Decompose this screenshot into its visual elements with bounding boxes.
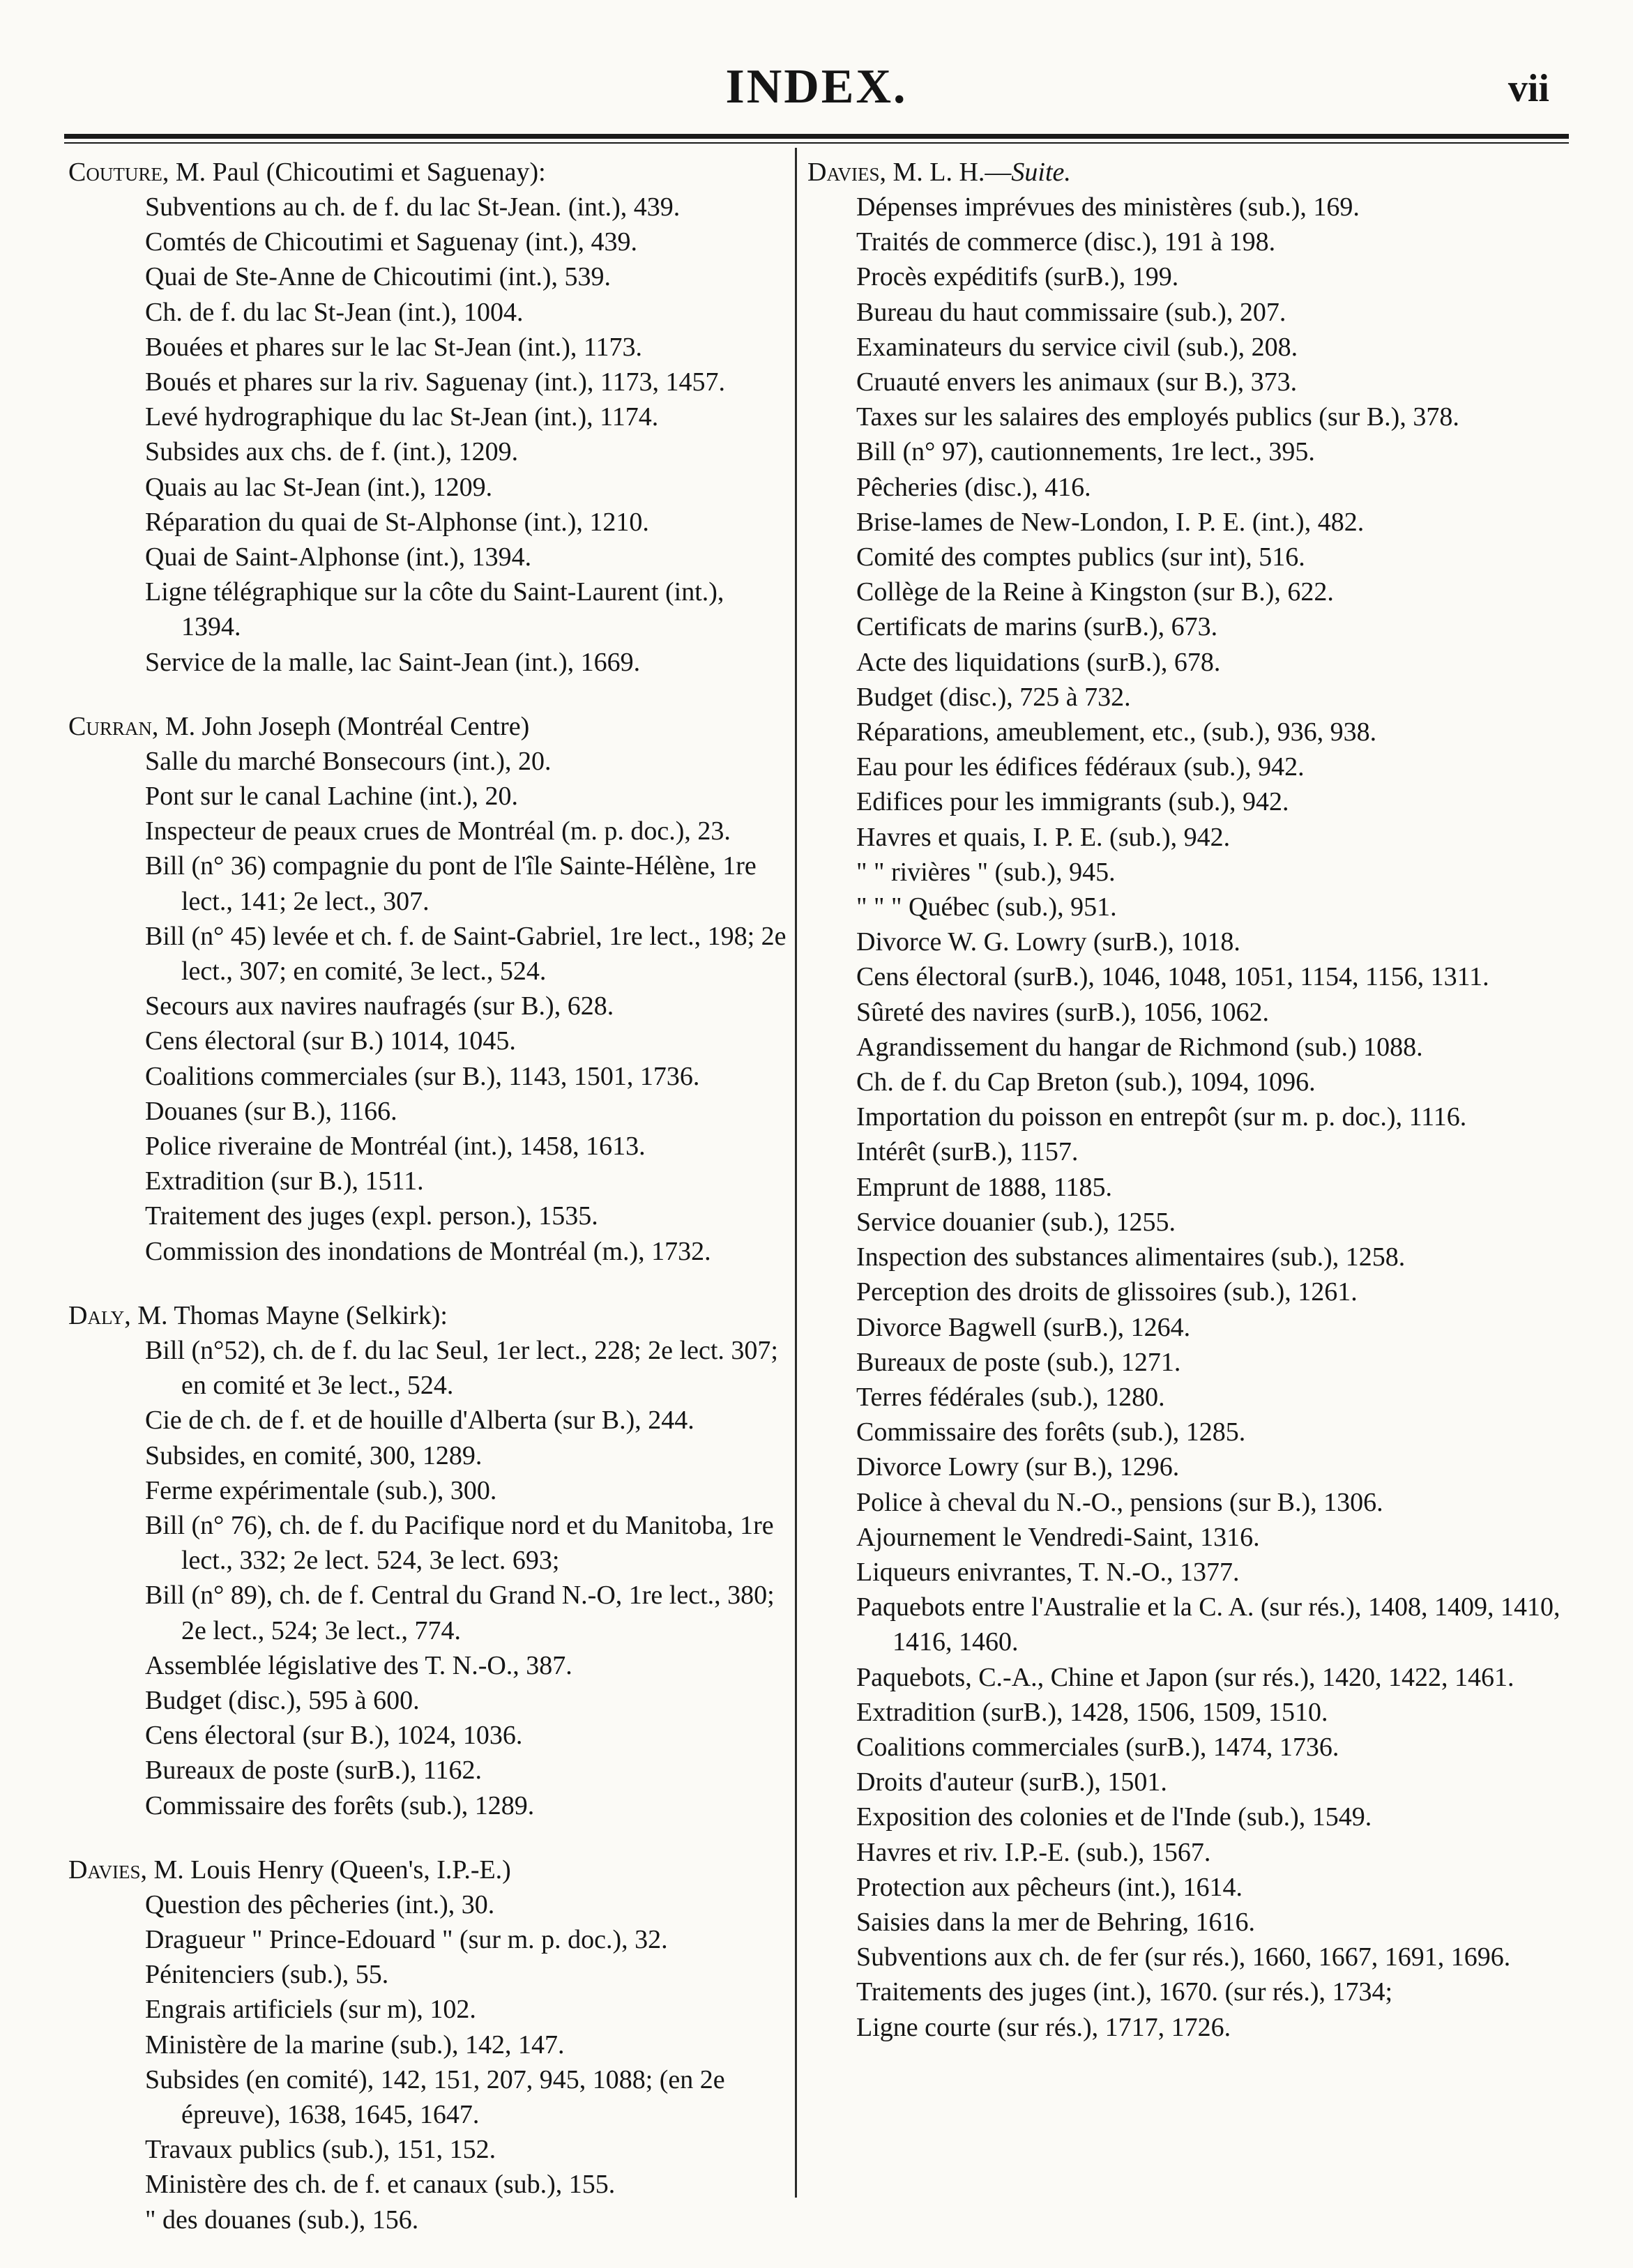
index-subentry: Ch. de f. du lac St-Jean (int.), 1004. bbox=[145, 297, 524, 327]
index-subentry: Cens électoral (sur B.), 1024, 1036. bbox=[145, 1721, 523, 1751]
index-subentry: Extradition (sur B.), 1511. bbox=[145, 1166, 424, 1196]
index-subentry: Ministère des ch. de f. et canaux (sub.), 155. bbox=[145, 2170, 616, 2200]
index-subentry: Assemblée législative des T. N.-O., 387. bbox=[145, 1650, 572, 1680]
index-subentry: Service de la malle, lac Saint-Jean (int.), 1669. bbox=[145, 647, 641, 677]
entry-heading bbox=[68, 155, 787, 190]
index-subentry: Saisies dans la mer de Behring, 1616. bbox=[856, 1907, 1256, 1937]
index-subentry: Dépenses imprévues des ministères (sub.), 169. bbox=[856, 192, 1360, 222]
index-subentry: Liqueurs enivrantes, T. N.-O., 1377. bbox=[856, 1557, 1240, 1587]
index-entry bbox=[68, 1298, 787, 1823]
entry-heading bbox=[68, 1298, 787, 1333]
entry-continuation: Suite. bbox=[1011, 158, 1071, 187]
index-subentry: Sûreté des navires (surB.), 1056, 1062. bbox=[856, 997, 1270, 1027]
page-title: INDEX. bbox=[725, 60, 908, 114]
entry-surname: Curran bbox=[68, 711, 152, 741]
entry-heading bbox=[68, 1852, 787, 1887]
index-subentry: Ch. de f. du Cap Breton (sub.), 1094, 1096. bbox=[856, 1067, 1316, 1097]
index-subentry: Perception des droits de glissoires (sub.), 1261. bbox=[856, 1277, 1358, 1307]
index-subentry: Inspecteur de peaux crues de Montréal (m. p. doc.), 23. bbox=[145, 816, 731, 846]
index-subentry: Ajournement le Vendredi-Saint, 1316. bbox=[856, 1522, 1260, 1552]
index-subentry: Acte des liquidations (surB.), 678. bbox=[856, 647, 1221, 677]
index-subentry: Extradition (surB.), 1428, 1506, 1509, 1510. bbox=[856, 1697, 1328, 1727]
index-subentry: Budget (disc.), 725 à 732. bbox=[856, 682, 1131, 712]
index-subentry: Cie de ch. de f. et de houille d'Alberta (sur B.), 244. bbox=[145, 1406, 694, 1436]
index-subentry: Examinateurs du service civil (sub.), 208. bbox=[856, 332, 1298, 362]
index-subentry: Quai de Saint-Alphonse (int.), 1394. bbox=[145, 542, 532, 572]
index-subentry: Traitements des juges (int.), 1670. (sur rés.), 1734; bbox=[856, 1977, 1393, 2007]
index-entry bbox=[807, 155, 1567, 2045]
entry-surname: Davies bbox=[68, 1855, 141, 1885]
index-subentry: Budget (disc.), 595 à 600. bbox=[145, 1685, 420, 1715]
index-subentry: Bureaux de poste (surB.), 1162. bbox=[145, 1756, 482, 1786]
index-subentry: " " " Québec (sub.), 951. bbox=[856, 892, 1117, 922]
index-entry bbox=[68, 1852, 787, 2237]
page-number: vii bbox=[1507, 67, 1549, 110]
index-subentry: Cens électoral (sur B.) 1014, 1045. bbox=[145, 1026, 516, 1056]
index-subentry: Bill (n°52), ch. de f. du lac Seul, 1er lect., 228; 2e lect. 307; en comité et 3e lect., 524. bbox=[145, 1335, 778, 1401]
index-subentry: Intérêt (surB.), 1157. bbox=[856, 1137, 1079, 1167]
index-subentry: Pêcheries (disc.), 416. bbox=[856, 472, 1091, 502]
index-subentry: Importation du poisson en entrepôt (sur m. p. doc.), 1116. bbox=[856, 1102, 1467, 1132]
index-subentry: Eau pour les édifices fédéraux (sub.), 942. bbox=[856, 752, 1305, 782]
index-subentry: Edifices pour les immigrants (sub.), 942. bbox=[856, 787, 1289, 817]
index-subentry: Havres et riv. I.P.-E. (sub.), 1567. bbox=[856, 1837, 1211, 1867]
index-subentry: Levé hydrographique du lac St-Jean (int.), 1174. bbox=[145, 402, 659, 432]
index-subentry: Certificats de marins (surB.), 673. bbox=[856, 612, 1218, 642]
index-subentry: Douanes (sur B.), 1166. bbox=[145, 1096, 397, 1126]
index-subentry: Traitement des juges (expl. person.), 1535. bbox=[145, 1201, 598, 1231]
entry-name-rest: , M. L. H.— bbox=[879, 158, 1012, 187]
index-subentry: Secours aux navires naufragés (sur B.), 628. bbox=[145, 991, 614, 1021]
index-entry bbox=[68, 155, 787, 680]
index-entry bbox=[68, 709, 787, 1269]
index-subentry: Service douanier (sub.), 1255. bbox=[856, 1207, 1176, 1237]
index-subentry: Pont sur le canal Lachine (int.), 20. bbox=[145, 782, 519, 812]
index-subentry: Coalitions commerciales (sur B.), 1143, 1501, 1736. bbox=[145, 1061, 700, 1091]
index-subentry: Police à cheval du N.-O., pensions (sur B.), 1306. bbox=[856, 1487, 1383, 1517]
index-subentry: Ligne courte (sur rés.), 1717, 1726. bbox=[856, 2012, 1231, 2042]
index-subentry: Engrais artificiels (sur m), 102. bbox=[145, 1995, 476, 2025]
index-subentry: Divorce W. G. Lowry (surB.), 1018. bbox=[856, 927, 1240, 957]
index-subentry: Comité des comptes publics (sur int), 516. bbox=[856, 542, 1305, 572]
index-subentry: Commission des inondations de Montréal (m.), 1732. bbox=[145, 1236, 711, 1266]
index-subentry: Agrandissement du hangar de Richmond (sub.) 1088. bbox=[856, 1032, 1423, 1062]
running-head bbox=[0, 59, 1633, 122]
index-subentry: Cens électoral (surB.), 1046, 1048, 1051, 1154, 1156, 1311. bbox=[856, 962, 1489, 992]
index-subentry: Salle du marché Bonsecours (int.), 20. bbox=[145, 746, 552, 776]
index-subentry: Havres et quais, I. P. E. (sub.), 942. bbox=[856, 822, 1231, 852]
index-subentry: Quais au lac St-Jean (int.), 1209. bbox=[145, 472, 493, 502]
index-subentry: Bill (n° 97), cautionnements, 1re lect., 395. bbox=[856, 437, 1315, 467]
index-subentry: Inspection des substances alimentaires (sub.), 1258. bbox=[856, 1242, 1406, 1272]
index-subentry: Commissaire des forêts (sub.), 1285. bbox=[856, 1417, 1246, 1447]
index-subentry: Subventions aux ch. de fer (sur rés.), 1660, 1667, 1691, 1696. bbox=[856, 1942, 1511, 1972]
index-subentry: Brise-lames de New-London, I. P. E. (int.), 482. bbox=[856, 507, 1365, 537]
index-subentry: Pénitenciers (sub.), 55. bbox=[145, 1960, 389, 1990]
index-subentry: " " rivières " (sub.), 945. bbox=[856, 857, 1116, 887]
index-subentry: Réparation du quai de St-Alphonse (int.), 1210. bbox=[145, 507, 649, 537]
index-subentry: Protection aux pêcheurs (int.), 1614. bbox=[856, 1872, 1243, 1902]
entry-name-rest: , M. Paul (Chicoutimi et Saguenay): bbox=[162, 158, 546, 187]
index-subentry: Droits d'auteur (surB.), 1501. bbox=[856, 1767, 1167, 1797]
index-subentry: Paquebots entre l'Australie et la C. A. (sur rés.), 1408, 1409, 1410, 1416, 1460. bbox=[856, 1592, 1560, 1657]
index-subentry: Paquebots, C.-A., Chine et Japon (sur rés.), 1420, 1422, 1461. bbox=[856, 1662, 1514, 1692]
index-subentry: Cruauté envers les animaux (sur B.), 373. bbox=[856, 367, 1298, 397]
index-subentry: Bill (n° 76), ch. de f. du Pacifique nord et du Manitoba, 1re lect., 332; 2e lect. 524, 3e lect. 693; bbox=[145, 1510, 774, 1576]
entry-name-rest: , M. John Joseph (Montréal Centre) bbox=[151, 711, 530, 741]
index-subentry: Ministère de la marine (sub.), 142, 147. bbox=[145, 2030, 565, 2060]
entry-name-rest: , M. Louis Henry (Queen's, I.P.-E.) bbox=[140, 1855, 511, 1885]
index-subentry: Coalitions commerciales (surB.), 1474, 1736. bbox=[856, 1732, 1339, 1762]
index-subentry: Emprunt de 1888, 1185. bbox=[856, 1172, 1112, 1202]
index-subentry: Collège de la Reine à Kingston (sur B.), 622. bbox=[856, 577, 1334, 607]
column-divider bbox=[795, 148, 797, 2198]
index-subentry: Bill (n° 45) levée et ch. f. de Saint-Gabriel, 1re lect., 198; 2e lect., 307; en comité, 3e lect., 524. bbox=[145, 921, 787, 987]
index-subentry: Réparations, ameublement, etc., (sub.), 936, 938. bbox=[856, 717, 1377, 747]
index-subentry: Dragueur " Prince-Edouard " (sur m. p. doc.), 32. bbox=[145, 1924, 668, 1954]
index-subentry: Bouées et phares sur le lac St-Jean (int.), 1173. bbox=[145, 332, 643, 362]
entry-surname: Daly bbox=[68, 1300, 125, 1330]
index-subentry: Commissaire des forêts (sub.), 1289. bbox=[145, 1790, 535, 1820]
index-subentry: Police riveraine de Montréal (int.), 1458, 1613. bbox=[145, 1132, 646, 1162]
index-subentry: Procès expéditifs (surB.), 199. bbox=[856, 262, 1179, 292]
index-subentry: Divorce Lowry (sur B.), 1296. bbox=[856, 1452, 1180, 1482]
index-subentry: Bureaux de poste (sub.), 1271. bbox=[856, 1347, 1181, 1377]
index-subentry: Bill (n° 89), ch. de f. Central du Grand N.-O, 1re lect., 380; 2e lect., 524; 3e lect., 774. bbox=[145, 1581, 775, 1645]
index-subentry: Travaux publics (sub.), 151, 152. bbox=[145, 2135, 496, 2165]
index-subentry: Subsides aux chs. de f. (int.), 1209. bbox=[145, 437, 519, 467]
index-subentry: Exposition des colonies et de l'Inde (sub.), 1549. bbox=[856, 1802, 1372, 1832]
index-subentry: Ferme expérimentale (sub.), 300. bbox=[145, 1475, 497, 1505]
index-subentry: Terres fédérales (sub.), 1280. bbox=[856, 1382, 1165, 1412]
entry-heading bbox=[807, 155, 1567, 190]
entry-heading bbox=[68, 709, 787, 744]
entry-name-rest: , M. Thomas Mayne (Selkirk): bbox=[124, 1300, 448, 1330]
index-subentry: Traités de commerce (disc.), 191 à 198. bbox=[856, 227, 1276, 257]
index-subentry: Quai de Ste-Anne de Chicoutimi (int.), 539. bbox=[145, 262, 612, 292]
index-subentry: " des douanes (sub.), 156. bbox=[145, 2205, 419, 2235]
entry-surname: Couture bbox=[68, 158, 162, 187]
index-subentry: Boués et phares sur la riv. Saguenay (int.), 1173, 1457. bbox=[145, 367, 725, 397]
right-column bbox=[807, 155, 1567, 2074]
index-subentry: Comtés de Chicoutimi et Saguenay (int.), 439. bbox=[145, 227, 638, 257]
index-subentry: Subsides (en comité), 142, 151, 207, 945, 1088; (en 2e épreuve), 1638, 1645, 1647. bbox=[145, 2064, 725, 2129]
header-rule-thin bbox=[64, 142, 1569, 144]
header-rule bbox=[64, 134, 1569, 139]
left-column bbox=[68, 155, 787, 2267]
index-subentry: Question des pêcheries (int.), 30. bbox=[145, 1889, 495, 1919]
index-subentry: Subsides, en comité, 300, 1289. bbox=[145, 1440, 483, 1470]
index-subentry: Bureau du haut commissaire (sub.), 207. bbox=[856, 297, 1286, 327]
index-subentry: Taxes sur les salaires des employés publics (sur B.), 378. bbox=[856, 402, 1459, 432]
index-subentry: Bill (n° 36) compagnie du pont de l'île Sainte-Hélène, 1re lect., 141; 2e lect., 307. bbox=[145, 851, 757, 916]
entry-surname: Davies bbox=[807, 158, 880, 187]
index-subentry: Subventions au ch. de f. du lac St-Jean. (int.), 439. bbox=[145, 192, 681, 222]
index-subentry: Ligne télégraphique sur la côte du Saint-Laurent (int.), 1394. bbox=[145, 577, 724, 642]
index-subentry: Divorce Bagwell (surB.), 1264. bbox=[856, 1312, 1191, 1342]
